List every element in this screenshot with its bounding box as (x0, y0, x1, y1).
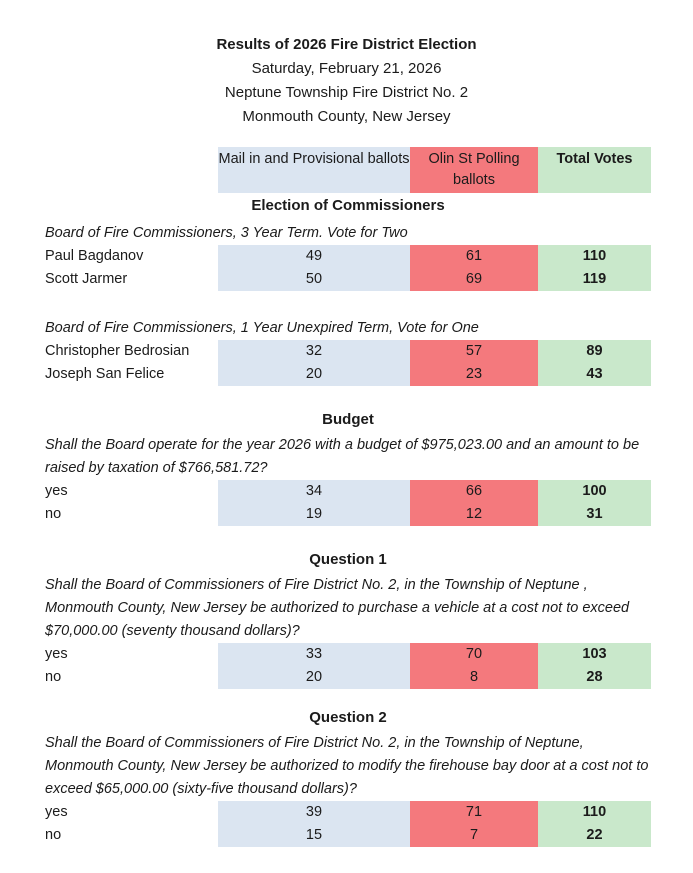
mail-in-votes: 19 (218, 503, 410, 526)
table-header-row (45, 147, 651, 193)
table-row (45, 245, 651, 268)
table-row (45, 340, 651, 363)
mail-in-votes: 32 (218, 340, 410, 363)
candidate-name: Christopher Bedrosian (45, 343, 190, 359)
total-votes: 31 (538, 503, 651, 526)
polling-votes: 7 (410, 824, 538, 847)
answer-label: yes (45, 483, 68, 499)
table-row (45, 643, 651, 666)
section-heading-budget: Budget (322, 411, 374, 428)
total-votes: 43 (538, 363, 651, 386)
answer-label: no (45, 827, 62, 843)
table-row (45, 268, 651, 291)
table-row (45, 480, 651, 503)
answer-label: yes (45, 804, 68, 820)
header-spacer (45, 147, 218, 193)
candidate-name: Joseph San Felice (45, 366, 165, 382)
page-title: Results of 2026 Fire District Election (216, 36, 477, 53)
total-votes: 28 (538, 666, 651, 689)
answer-label: no (45, 669, 62, 685)
mail-in-votes: 20 (218, 363, 410, 386)
polling-votes: 12 (410, 503, 538, 526)
candidate-name: Paul Bagdanov (45, 248, 144, 264)
polling-votes: 8 (410, 666, 538, 689)
election-date: Saturday, February 21, 2026 (251, 60, 442, 77)
section-heading-question-1: Question 1 (309, 551, 387, 568)
question-1-text: Shall the Board of Commissioners of Fire District No. 2, in the Township of Neptune , Monmouth County, New Jersey be authorized to purchase a vehicle at a cost not to exceed $70,000.00 (seventy thousand dollars)? (45, 577, 630, 639)
total-votes: 110 (538, 245, 651, 268)
section-heading-commissioners: Election of Commissioners (251, 197, 445, 214)
answer-label: no (45, 506, 62, 522)
polling-votes: 70 (410, 643, 538, 666)
total-votes: 89 (538, 340, 651, 363)
total-votes: 110 (538, 801, 651, 824)
table-row (45, 801, 651, 824)
section-heading-question-2: Question 2 (309, 709, 387, 726)
table-row (45, 824, 651, 847)
table-row (45, 666, 651, 689)
header-olin-st-polling: Olin St Polling ballots (410, 147, 538, 193)
results-table (45, 147, 651, 847)
race-description-3-year-term: Board of Fire Commissioners, 3 Year Term. Vote for Two (45, 225, 408, 241)
budget-question-text: Shall the Board operate for the year 2026 with a budget of $975,023.00 and an amount to be raised by taxation of $766,581.72? (45, 437, 640, 476)
county-name: Monmouth County, New Jersey (242, 108, 451, 125)
total-votes: 119 (538, 268, 651, 291)
polling-votes: 69 (410, 268, 538, 291)
race-description-1-year-unexpired-term: Board of Fire Commissioners, 1 Year Unexpired Term, Vote for One (45, 320, 479, 336)
mail-in-votes: 15 (218, 824, 410, 847)
answer-label: yes (45, 646, 68, 662)
polling-votes: 61 (410, 245, 538, 268)
polling-votes: 57 (410, 340, 538, 363)
mail-in-votes: 33 (218, 643, 410, 666)
total-votes: 22 (538, 824, 651, 847)
header-mail-in-provisional: Mail in and Provisional ballots (218, 147, 410, 193)
polling-votes: 23 (410, 363, 538, 386)
mail-in-votes: 34 (218, 480, 410, 503)
total-votes: 100 (538, 480, 651, 503)
total-votes: 103 (538, 643, 651, 666)
candidate-name: Scott Jarmer (45, 271, 128, 287)
district-name: Neptune Township Fire District No. 2 (224, 84, 469, 101)
mail-in-votes: 39 (218, 801, 410, 824)
polling-votes: 66 (410, 480, 538, 503)
polling-votes: 71 (410, 801, 538, 824)
title-block (0, 33, 693, 129)
header-total-votes: Total Votes (538, 147, 651, 193)
table-row (45, 503, 651, 526)
mail-in-votes: 20 (218, 666, 410, 689)
mail-in-votes: 49 (218, 245, 410, 268)
table-row (45, 363, 651, 386)
question-2-text: Shall the Board of Commissioners of Fire District No. 2, in the Township of Neptune, Monmouth County, New Jersey be authorized to modify the firehouse bay door at a cost not to exceed $65,000.00 (sixty-five thousand dollars)? (45, 735, 649, 797)
mail-in-votes: 50 (218, 268, 410, 291)
